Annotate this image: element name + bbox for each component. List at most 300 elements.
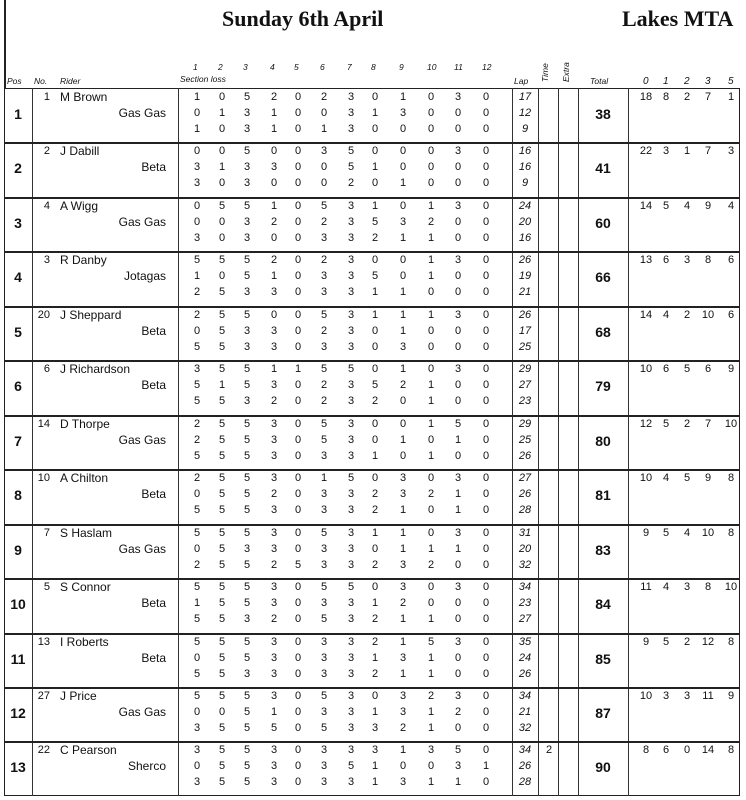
section-score: 0 <box>294 706 302 718</box>
section-score: 0 <box>371 363 379 375</box>
section-score: 0 <box>482 488 490 500</box>
section-score: 0 <box>482 363 490 375</box>
section-score: 2 <box>193 434 201 446</box>
section-score: 3 <box>347 690 355 702</box>
section-score: 0 <box>454 123 462 135</box>
score-count: 5 <box>683 472 691 484</box>
section-score: 3 <box>347 722 355 734</box>
section-number-header: 3 <box>243 62 248 72</box>
section-score: 0 <box>294 254 302 266</box>
score-count: 9 <box>704 472 712 484</box>
rider-row <box>0 251 746 305</box>
score-count: 5 <box>683 363 691 375</box>
section-score: 0 <box>482 379 490 391</box>
section-score: 0 <box>294 145 302 157</box>
section-score: 0 <box>482 559 490 571</box>
col-header-extra: Extra <box>561 62 571 82</box>
section-score: 5 <box>218 254 226 266</box>
section-score: 0 <box>427 597 435 609</box>
score-count: 10 <box>701 527 715 539</box>
section-score: 5 <box>243 472 251 484</box>
section-score: 0 <box>427 341 435 353</box>
position-value: 5 <box>14 324 22 340</box>
score-count: 7 <box>704 145 712 157</box>
score-count: 14 <box>639 200 653 212</box>
section-score: 0 <box>482 450 490 462</box>
section-score: 0 <box>399 200 407 212</box>
section-score: 1 <box>371 760 379 772</box>
section-score: 1 <box>320 472 328 484</box>
event-date-title: Sunday 6th April <box>222 6 384 31</box>
section-score: 3 <box>371 722 379 734</box>
section-score: 0 <box>294 325 302 337</box>
position-value: 6 <box>14 378 22 394</box>
score-count: 7 <box>704 91 712 103</box>
section-score: 3 <box>347 450 355 462</box>
score-count: 10 <box>639 472 653 484</box>
section-score: 1 <box>427 232 435 244</box>
section-score: 2 <box>193 559 201 571</box>
section-score: 2 <box>320 216 328 228</box>
lap-total: 20 <box>518 216 532 228</box>
col-header-total: Total <box>590 76 609 86</box>
section-score: 3 <box>347 418 355 430</box>
lap-total: 27 <box>518 613 532 625</box>
section-score: 5 <box>320 363 328 375</box>
lap-total: 17 <box>518 91 532 103</box>
section-score: 3 <box>243 325 251 337</box>
section-score: 0 <box>294 472 302 484</box>
section-score: 5 <box>320 613 328 625</box>
score-count: 3 <box>683 581 691 593</box>
score-count: 11 <box>702 690 714 702</box>
section-score: 2 <box>371 395 379 407</box>
lap-total: 31 <box>518 527 532 539</box>
lap-total: 24 <box>518 652 532 664</box>
lap-total: 17 <box>518 325 532 337</box>
section-score: 0 <box>454 597 462 609</box>
lap-total: 20 <box>518 543 532 555</box>
section-score: 3 <box>347 706 355 718</box>
section-score: 2 <box>270 613 278 625</box>
section-score: 0 <box>454 652 462 664</box>
rider-name: S Connor <box>60 580 111 594</box>
total-score: 68 <box>595 324 611 340</box>
section-score: 3 <box>399 559 407 571</box>
section-score: 5 <box>218 325 226 337</box>
score-count-header: 3 <box>705 76 711 87</box>
section-score: 0 <box>482 123 490 135</box>
score-count: 4 <box>662 309 670 321</box>
section-score: 5 <box>218 652 226 664</box>
section-score: 0 <box>427 504 435 516</box>
section-score: 1 <box>427 652 435 664</box>
section-score: 3 <box>270 690 278 702</box>
rider-row <box>0 415 746 469</box>
lap-total: 34 <box>518 581 532 593</box>
section-score: 0 <box>294 216 302 228</box>
section-score: 0 <box>270 232 278 244</box>
score-count: 8 <box>662 91 670 103</box>
section-score: 3 <box>347 527 355 539</box>
section-score: 1 <box>399 668 407 680</box>
section-score: 1 <box>270 123 278 135</box>
score-count: 2 <box>683 309 691 321</box>
section-score: 3 <box>454 145 462 157</box>
section-score: 0 <box>294 450 302 462</box>
score-count: 1 <box>683 145 691 157</box>
section-score: 5 <box>243 636 251 648</box>
position-value: 13 <box>10 759 26 775</box>
section-score: 1 <box>427 309 435 321</box>
section-score: 0 <box>454 286 462 298</box>
section-score: 0 <box>482 200 490 212</box>
section-score: 3 <box>399 341 407 353</box>
section-score: 1 <box>454 504 462 516</box>
section-score: 5 <box>218 597 226 609</box>
col-header-rider: Rider <box>60 76 81 86</box>
section-number-header: 7 <box>347 62 352 72</box>
section-score: 0 <box>482 613 490 625</box>
section-score: 1 <box>371 200 379 212</box>
section-score: 3 <box>270 341 278 353</box>
score-count: 12 <box>701 636 715 648</box>
section-score: 0 <box>454 395 462 407</box>
lap-total: 32 <box>518 722 532 734</box>
score-count: 0 <box>683 744 691 756</box>
section-score: 5 <box>243 581 251 593</box>
section-score: 2 <box>320 254 328 266</box>
section-score: 3 <box>270 450 278 462</box>
lap-total: 26 <box>518 450 532 462</box>
section-score: 5 <box>320 722 328 734</box>
section-score: 1 <box>270 200 278 212</box>
section-score: 3 <box>193 363 201 375</box>
section-score: 3 <box>399 107 407 119</box>
section-score: 0 <box>482 161 490 173</box>
rider-number: 6 <box>43 363 50 375</box>
section-score: 1 <box>270 107 278 119</box>
section-score: 5 <box>193 395 201 407</box>
section-score: 1 <box>427 668 435 680</box>
section-score: 0 <box>482 527 490 539</box>
section-score: 0 <box>294 309 302 321</box>
section-score: 3 <box>270 543 278 555</box>
rider-row <box>0 469 746 523</box>
section-score: 0 <box>193 325 201 337</box>
section-score: 0 <box>371 418 379 430</box>
section-score: 0 <box>482 216 490 228</box>
section-score: 3 <box>243 161 251 173</box>
section-score: 3 <box>347 559 355 571</box>
section-score: 3 <box>347 613 355 625</box>
section-score: 5 <box>320 434 328 446</box>
section-score: 0 <box>294 652 302 664</box>
section-score: 0 <box>427 161 435 173</box>
section-score: 0 <box>218 91 226 103</box>
section-number-header: 4 <box>270 62 275 72</box>
section-score: 0 <box>482 652 490 664</box>
section-score: 1 <box>427 395 435 407</box>
section-score: 0 <box>482 690 490 702</box>
section-score: 5 <box>218 418 226 430</box>
section-score: 5 <box>193 613 201 625</box>
section-score: 0 <box>270 177 278 189</box>
machine-make: Beta <box>141 378 166 392</box>
col-header-lap: Lap <box>514 76 529 86</box>
section-score: 3 <box>347 776 355 788</box>
section-score: 3 <box>270 597 278 609</box>
score-count-header: 0 <box>643 76 649 87</box>
section-score: 0 <box>294 613 302 625</box>
section-score: 1 <box>399 613 407 625</box>
section-score: 3 <box>243 613 251 625</box>
section-score: 0 <box>294 434 302 446</box>
section-score: 0 <box>218 270 226 282</box>
section-score: 3 <box>320 706 328 718</box>
section-score: 5 <box>294 559 302 571</box>
section-score: 0 <box>294 722 302 734</box>
section-score: 0 <box>193 760 201 772</box>
rider-number: 4 <box>43 200 50 212</box>
section-score: 0 <box>371 581 379 593</box>
lap-total: 16 <box>518 145 532 157</box>
section-score: 3 <box>399 488 407 500</box>
rider-number: 27 <box>37 690 50 702</box>
section-score: 0 <box>399 450 407 462</box>
rider-number: 5 <box>43 581 50 593</box>
section-score: 0 <box>454 177 462 189</box>
section-score: 0 <box>193 145 201 157</box>
score-count: 3 <box>683 690 691 702</box>
position-value: 4 <box>14 269 22 285</box>
section-score: 5 <box>218 527 226 539</box>
section-score: 0 <box>427 107 435 119</box>
section-score: 1 <box>371 161 379 173</box>
rider-row <box>0 88 746 142</box>
section-score: 3 <box>399 581 407 593</box>
section-score: 3 <box>270 527 278 539</box>
section-score: 1 <box>371 450 379 462</box>
section-score: 0 <box>270 145 278 157</box>
section-score: 3 <box>347 232 355 244</box>
section-score: 3 <box>193 744 201 756</box>
score-count: 7 <box>704 418 712 430</box>
score-count: 2 <box>683 91 691 103</box>
section-score: 0 <box>482 270 490 282</box>
section-score: 5 <box>218 722 226 734</box>
section-score: 5 <box>347 581 355 593</box>
rider-name: J Sheppard <box>60 308 122 322</box>
machine-make: Beta <box>141 487 166 501</box>
section-score: 0 <box>454 450 462 462</box>
score-count: 4 <box>662 472 670 484</box>
section-score: 2 <box>371 668 379 680</box>
machine-make: Beta <box>141 596 166 610</box>
section-score: 0 <box>294 668 302 680</box>
section-number-header: 8 <box>371 62 376 72</box>
section-score: 2 <box>320 91 328 103</box>
section-score: 3 <box>347 668 355 680</box>
section-score: 5 <box>243 379 251 391</box>
section-score: 5 <box>320 527 328 539</box>
score-count: 12 <box>639 418 653 430</box>
section-score: 0 <box>427 760 435 772</box>
section-score: 3 <box>193 177 201 189</box>
section-score: 0 <box>294 744 302 756</box>
rider-row <box>0 578 746 632</box>
position-value: 2 <box>14 160 22 176</box>
rider-name: A Chilton <box>60 471 109 485</box>
section-score: 0 <box>294 504 302 516</box>
section-score: 3 <box>347 216 355 228</box>
section-score: 3 <box>454 200 462 212</box>
section-score: 3 <box>193 161 201 173</box>
section-score: 1 <box>427 450 435 462</box>
score-count-header: 5 <box>728 76 734 87</box>
section-score: 5 <box>371 379 379 391</box>
section-score: 0 <box>320 107 328 119</box>
section-score: 1 <box>193 270 201 282</box>
section-score: 5 <box>218 581 226 593</box>
machine-make: Gas Gas <box>118 542 166 556</box>
section-score: 3 <box>347 200 355 212</box>
section-score: 0 <box>427 177 435 189</box>
section-score: 2 <box>270 216 278 228</box>
rider-row <box>0 741 746 795</box>
section-score: 5 <box>243 652 251 664</box>
section-score: 0 <box>482 581 490 593</box>
section-score: 2 <box>270 395 278 407</box>
section-score: 0 <box>482 722 490 734</box>
section-score: 3 <box>347 123 355 135</box>
section-score: 1 <box>427 418 435 430</box>
section-score: 0 <box>218 232 226 244</box>
section-number-header: 6 <box>320 62 325 72</box>
section-score: 1 <box>454 543 462 555</box>
section-score: 3 <box>320 232 328 244</box>
section-score: 2 <box>193 286 201 298</box>
section-score: 5 <box>243 706 251 718</box>
section-score: 5 <box>243 744 251 756</box>
section-score: 0 <box>294 581 302 593</box>
section-score: 2 <box>371 488 379 500</box>
score-count: 14 <box>701 744 715 756</box>
section-score: 3 <box>243 668 251 680</box>
section-score: 3 <box>399 776 407 788</box>
position-value: 1 <box>14 106 22 122</box>
rider-number: 3 <box>43 254 50 266</box>
section-score: 0 <box>371 690 379 702</box>
section-score: 3 <box>270 668 278 680</box>
section-score: 0 <box>193 706 201 718</box>
rider-number: 13 <box>37 636 50 648</box>
lap-total: 27 <box>518 472 532 484</box>
section-score: 5 <box>347 363 355 375</box>
section-score: 3 <box>347 379 355 391</box>
section-score: 3 <box>347 636 355 648</box>
lap-total: 28 <box>518 504 532 516</box>
section-score: 3 <box>320 636 328 648</box>
rider-row <box>0 197 746 251</box>
section-score: 3 <box>347 652 355 664</box>
total-score: 60 <box>595 215 611 231</box>
section-score: 0 <box>193 216 201 228</box>
lap-total: 25 <box>518 434 532 446</box>
section-score: 0 <box>294 488 302 500</box>
section-score: 5 <box>218 488 226 500</box>
section-score: 0 <box>482 91 490 103</box>
section-score: 0 <box>371 434 379 446</box>
section-score: 5 <box>218 636 226 648</box>
section-score: 3 <box>243 107 251 119</box>
score-count: 8 <box>727 636 735 648</box>
rider-name: S Haslam <box>60 526 113 540</box>
score-count: 4 <box>683 527 691 539</box>
position-value: 10 <box>10 596 26 612</box>
section-score: 2 <box>320 325 328 337</box>
score-count: 8 <box>642 744 650 756</box>
machine-make: Beta <box>141 160 166 174</box>
section-score: 5 <box>218 450 226 462</box>
section-score: 1 <box>399 286 407 298</box>
section-score: 1 <box>427 200 435 212</box>
section-score: 0 <box>427 472 435 484</box>
section-score: 1 <box>193 91 201 103</box>
section-score: 0 <box>454 559 462 571</box>
score-count: 10 <box>639 690 653 702</box>
section-score: 3 <box>454 527 462 539</box>
rider-number: 2 <box>43 145 50 157</box>
rider-name: J Dabill <box>60 144 100 158</box>
section-score: 0 <box>427 91 435 103</box>
section-score: 5 <box>320 418 328 430</box>
section-score: 0 <box>427 581 435 593</box>
section-score: 5 <box>193 581 201 593</box>
time-penalty: 2 <box>545 744 553 756</box>
section-score: 3 <box>347 270 355 282</box>
section-score: 5 <box>193 636 201 648</box>
section-score: 0 <box>218 123 226 135</box>
section-score: 1 <box>218 107 226 119</box>
section-score: 1 <box>399 744 407 756</box>
section-score: 5 <box>243 488 251 500</box>
section-score: 0 <box>294 177 302 189</box>
section-score: 1 <box>427 379 435 391</box>
section-score: 5 <box>218 559 226 571</box>
section-score: 3 <box>270 472 278 484</box>
section-score: 3 <box>270 504 278 516</box>
section-number-header: 12 <box>482 62 492 72</box>
section-score: 3 <box>243 216 251 228</box>
rider-name: J Price <box>60 689 97 703</box>
score-count: 3 <box>662 145 670 157</box>
section-score: 5 <box>193 527 201 539</box>
position-value: 12 <box>10 705 26 721</box>
section-score: 1 <box>218 379 226 391</box>
rider-number: 20 <box>37 309 50 321</box>
section-score: 0 <box>294 543 302 555</box>
section-score: 0 <box>482 232 490 244</box>
section-score: 0 <box>193 488 201 500</box>
section-score: 3 <box>347 504 355 516</box>
lap-total: 23 <box>518 395 532 407</box>
section-score: 1 <box>482 760 490 772</box>
section-score: 2 <box>193 309 201 321</box>
section-score: 0 <box>294 776 302 788</box>
section-score: 2 <box>371 232 379 244</box>
section-score: 1 <box>427 254 435 266</box>
